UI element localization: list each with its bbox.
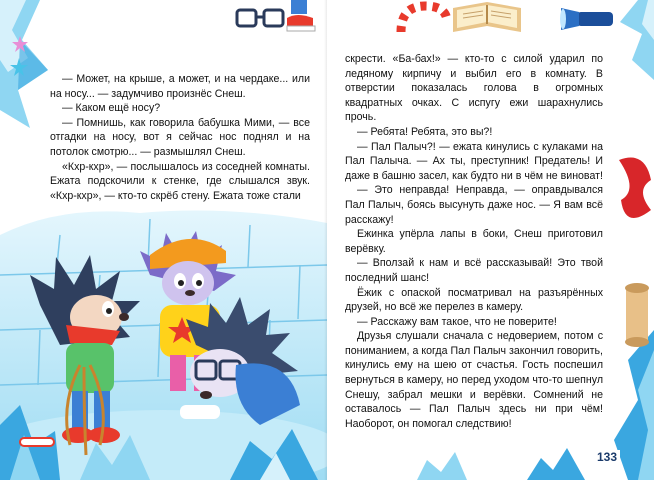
ice-crystal-icon xyxy=(608,0,654,480)
paragraph: — Расскажу вам такое, что не поверите! xyxy=(357,315,557,328)
glasses-icon xyxy=(236,6,286,30)
scroll-icon xyxy=(620,280,654,350)
candy-cane-icon xyxy=(395,2,455,38)
candy-cane-icon xyxy=(18,432,58,452)
star-icon xyxy=(10,58,28,76)
book-icon xyxy=(451,2,523,38)
paragraph: Ежинка упёрла лапы в боки, Снеш приготовил верёвку. xyxy=(345,228,603,255)
left-text-block xyxy=(50,72,310,203)
paragraph: Друзья слушали сначала с недоверием, потом с пониманием, а когда Пал Палыч закончил говорить, кинулись ему на шею от счастья. Гость поспешил вернуться в камеру, но перед уходом что-то шепнул Снешу, забрал мешки и верёвки. Сомнений не оставалось — Пал Палыч здесь ни при чём! Наоборот, он помогал следствию! xyxy=(345,330,603,430)
paragraph: — Может, на крыше, а может, и на чердаке... или на носу... — задумчиво произнёс Снеш. xyxy=(50,73,310,100)
ice-crystal-icon xyxy=(327,430,607,480)
star-icon xyxy=(12,36,28,52)
paragraph: — Вползай к нам и всё рассказывай! Это твой последний шанс! xyxy=(345,257,603,284)
right-page xyxy=(327,0,654,480)
paragraph: скрести. «Ба-бах!» — кто-то с силой ударил по ледяному кирпичу и выбил его в комнату. В отверстии показалась голова в огромных квадратных очках. С испугу ежи шарахнулись прочь. xyxy=(345,53,603,124)
red-ribbon-icon xyxy=(615,150,654,230)
paragraph: — Помнишь, как говорила бабушка Мими, — все отгадки на носу, вот я сейчас нос поднял и на потолок смотрю... — размышлял Снеш. xyxy=(50,116,310,158)
paragraph: Ёжик с опаской посматривал на разъярённых друзей, но всё же перелез в камеру. xyxy=(345,286,603,314)
paragraph: — Это неправда! Неправда, — оправдывался Пал Палыч, боясь высунуть даже нос. — Я вам всё расскажу! xyxy=(345,184,603,226)
paragraph: «Кхр-кхр», — послышалось из соседней комнаты. Ежата подскочили к стенке, где слышался звук. «Кхр-кхр», — кто-то скрёб стену. Ежата тоже стали xyxy=(50,160,310,202)
paragraph: — Каком ещё носу? xyxy=(62,102,161,115)
right-text-block xyxy=(345,52,603,431)
paragraph: — Пал Палыч?! — ежата кинулись с кулаками на Пал Палыча. — Ах ты, преступник! Предатель! И даже в башню засел, как будто ни в чём не виноват! xyxy=(345,140,603,182)
paragraph: — Ребята! Ребята, это вы?! xyxy=(357,125,493,138)
page-number: 133 xyxy=(594,450,620,464)
shoes-decoration xyxy=(287,0,327,34)
